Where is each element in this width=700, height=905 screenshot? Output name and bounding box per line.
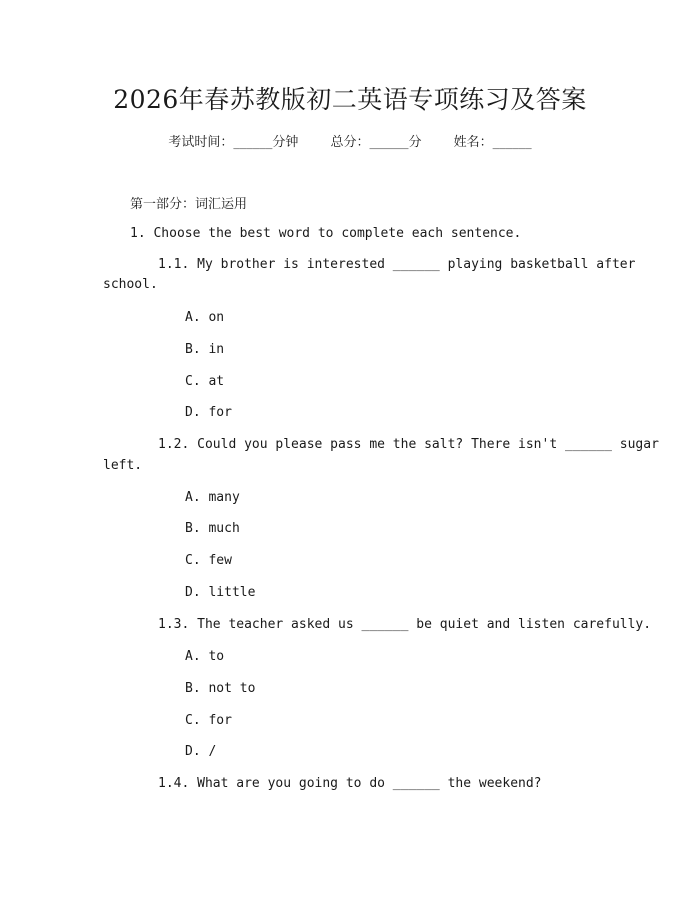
question-1-2-line1: 1.2. Could you please pass me the salt? There isn't ______ sugar (158, 437, 659, 452)
option-1-1-d: D. for (185, 405, 232, 420)
total-score: 总分：______分 (330, 135, 422, 150)
option-1-2-a: A. many (185, 490, 240, 505)
student-name: 姓名：______ (453, 135, 532, 150)
question-1-1-line1: 1.1. My brother is interested ______ playing basketball after (158, 257, 636, 272)
option-1-1-b: B. in (185, 342, 225, 357)
option-1-2-d: D. little (185, 585, 256, 600)
option-1-3-b: B. not to (185, 681, 256, 696)
option-1-2-c: C. few (185, 553, 232, 568)
question-1-2-line2: left. (103, 458, 143, 473)
option-1-1-a: A. on (185, 310, 225, 325)
exam-info (0, 131, 700, 150)
section-heading: 第一部分：词汇运用 (130, 197, 248, 212)
exam-time: 考试时间：______分钟 (168, 135, 299, 150)
question-1: 1. Choose the best word to complete each sentence. (130, 226, 522, 241)
option-1-3-a: A. to (185, 649, 225, 664)
document-title: 2026年春苏教版初二英语专项练习及答案 (113, 85, 587, 114)
option-1-1-c: C. at (185, 374, 225, 389)
option-1-3-d: D. / (185, 744, 217, 759)
option-1-3-c: C. for (185, 713, 232, 728)
question-1-4: 1.4. What are you going to do ______ the weekend? (158, 776, 542, 791)
question-1-3: 1.3. The teacher asked us ______ be quiet and listen carefully. (158, 617, 652, 632)
option-1-2-b: B. much (185, 521, 240, 536)
question-1-1-line2: school. (103, 277, 158, 292)
